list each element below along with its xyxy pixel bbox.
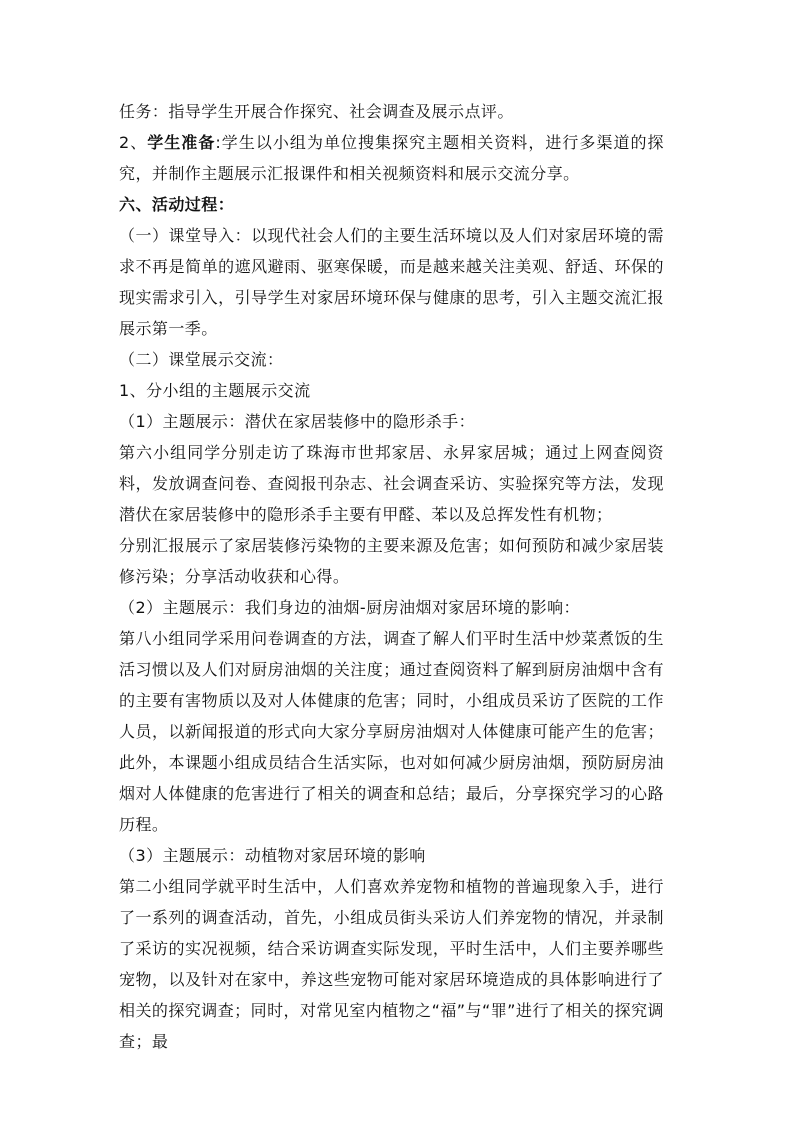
student-preparation-number: 2、	[119, 133, 148, 152]
student-preparation-paragraph	[119, 127, 664, 189]
topic-2-paragraph: 第八小组同学采用问卷调查的方法，调查了解人们平时生活中炒菜煮饭的生活习惯以及人们对厨房油烟的关注度；通过查阅资料了解到厨房油烟中含有的主要有害物质以及对人体健康的危害；同时，小组成员采访了医院的工作人员，以新闻报道的形式向大家分享厨房油烟对人体健康可能产生的危害；此外，本课题小组成员结合生活实际，也对如何减少厨房油烟，预防厨房油烟对人体健康的危害进行了相关的调查和总结；最后，分享探究学习的心路历程。	[119, 629, 664, 834]
group-exchange-heading: 1、分小组的主题展示交流	[119, 381, 311, 400]
task-line: 任务：指导学生开展合作探究、社会调查及展示点评。	[119, 102, 514, 121]
topic-3-heading: （3）主题展示：动植物对家居环境的影响	[119, 846, 426, 865]
topic-1-paragraph-b: 分别汇报展示了家居装修污染物的主要来源及危害；如何预防和减少家居装修污染；分享活动收获和心得。	[119, 536, 664, 586]
class-exchange-heading: （二）课堂展示交流：	[119, 350, 284, 369]
topic-2-heading: （2）主题展示：我们身边的油烟-厨房油烟对家居环境的影响：	[119, 598, 581, 617]
topic-3-paragraph: 第二小组同学就平时生活中，人们喜欢养宠物和植物的普遍现象入手，进行了一系列的调查活动，首先，小组成员街头采访人们养宠物的情况，并录制了采访的实况视频，结合采访调查实际发现，平时生活中，人们主要养哪些宠物，以及针对在家中，养这些宠物可能对家居环境造成的具体影响进行了相关的探究调查；同时，对常见室内植物之“福”与“罪”进行了相关的探究调查；最	[119, 877, 664, 1051]
document-page	[119, 96, 664, 1057]
class-introduction-paragraph: （一）课堂导入：以现代社会人们的主要生活环境以及人们对家居环境的需求不再是简单的遮风避雨、驱寒保暖，而是越来越关注美观、舒适、环保的现实需求引入，引导学生对家居环境环保与健康的思考，引入主题交流汇报展示第一季。	[119, 226, 664, 338]
student-preparation-text: :学生以小组为单位搜集探究主题相关资料，进行多渠道的探究，并制作主题展示汇报课件和相关视频资料和展示交流分享。	[119, 133, 664, 183]
student-preparation-label: 学生准备	[147, 133, 216, 152]
topic-1-heading: （1）主题展示：潜伏在家居装修中的隐形杀手：	[119, 412, 476, 431]
section-heading: 六、活动过程：	[119, 195, 235, 214]
topic-1-paragraph-a: 第六小组同学分别走访了珠海市世邦家居、永昇家居城；通过上网查阅资料，发放调查问卷、查阅报刊杂志、社会调查采访、实验探究等方法，发现潜伏在家居装修中的隐形杀手主要有甲醛、苯以及总挥发性有机物；	[119, 443, 664, 524]
